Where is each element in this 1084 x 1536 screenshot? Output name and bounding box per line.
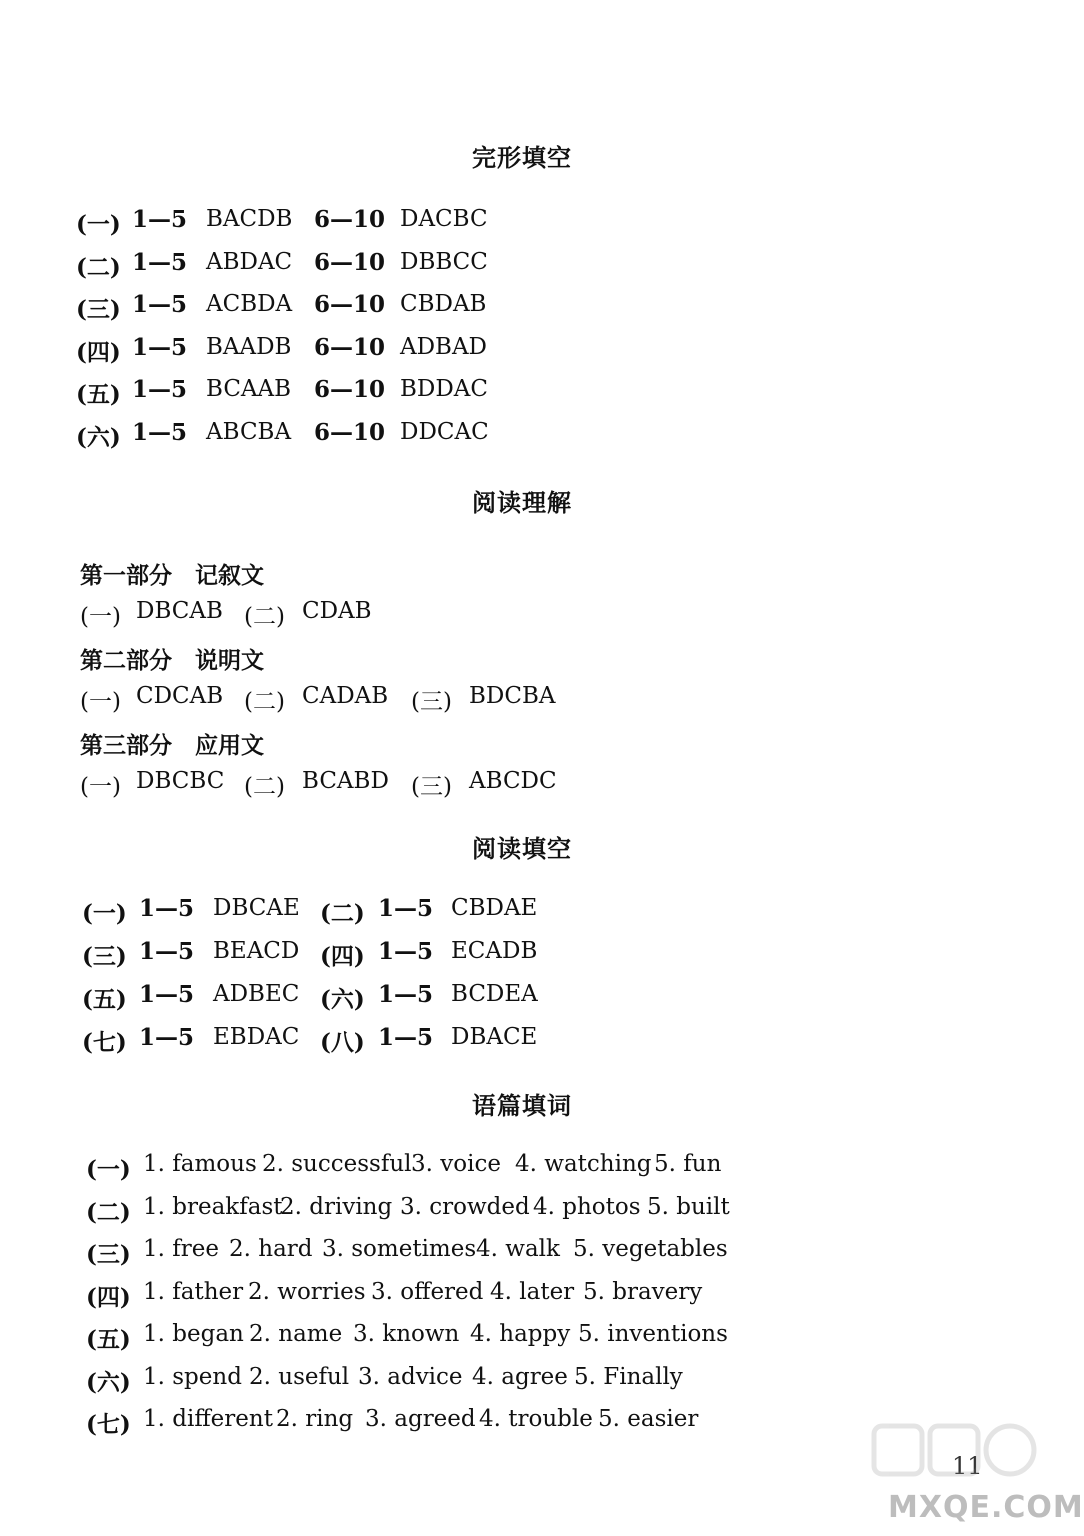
word-answer: 5. fun: [654, 1151, 722, 1177]
word-answer: 1. famous: [143, 1151, 257, 1177]
question-range: 1—5: [378, 981, 434, 1008]
row-label: (三): [82, 943, 127, 970]
question-range: 1—5: [378, 895, 434, 922]
answer-set: BACDB: [206, 206, 293, 232]
word-answer: 3. agreed: [365, 1406, 476, 1432]
row-label: (五): [76, 381, 121, 408]
word-answer: 2. ring: [276, 1406, 354, 1432]
watermark-text: MXQE.COM: [888, 1490, 1084, 1525]
word-answer: 4. walk: [476, 1236, 560, 1262]
question-range: 6—10: [314, 291, 386, 318]
word-answer: 1. began: [143, 1321, 244, 1347]
word-answer: 5. bravery: [583, 1278, 703, 1305]
answer-set: DBBCC: [400, 248, 488, 275]
row-label: (三): [76, 296, 121, 323]
word-answer: 5. Finally: [574, 1363, 683, 1390]
word-answer: 3. known: [353, 1321, 460, 1347]
question-range: 6—10: [314, 248, 386, 276]
answer-set: EBDAC: [213, 1024, 300, 1050]
item-label: (二): [244, 689, 285, 715]
word-answer: 1. different: [143, 1406, 273, 1432]
row-label: (四): [320, 943, 365, 970]
answer-set: CBDAE: [451, 895, 538, 921]
word-answer: 1. free: [143, 1236, 219, 1262]
row-label: (六): [86, 1368, 131, 1396]
row-label: (六): [320, 986, 365, 1013]
item-answer: ABCDC: [469, 768, 557, 794]
item-answer: CDCAB: [136, 683, 224, 709]
question-range: 1—5: [139, 895, 195, 922]
row-label: (一): [86, 1156, 131, 1183]
answer-set: BAADB: [206, 333, 292, 360]
item-label: (三): [411, 689, 452, 715]
word-answer: 2. successful: [262, 1151, 412, 1177]
word-answer: 4. photos: [533, 1193, 641, 1220]
question-range: 1—5: [139, 981, 195, 1008]
word-answer: 3. crowded: [400, 1193, 530, 1220]
word-answer: 2. worries: [248, 1278, 366, 1305]
row-label: (二): [76, 253, 121, 281]
item-label: (一): [80, 774, 121, 800]
question-range: 1—5: [132, 333, 188, 361]
question-range: 6—10: [314, 333, 386, 361]
word-answer: 2. driving: [280, 1193, 393, 1220]
page-number: 11: [952, 1452, 983, 1480]
word-answer: 5. inventions: [578, 1321, 728, 1347]
question-range: 6—10: [314, 376, 386, 403]
row-label: (二): [320, 900, 365, 927]
item-label: (一): [80, 604, 121, 630]
item-label: (二): [244, 774, 285, 800]
word-answer: 1. father: [143, 1278, 244, 1305]
row-label: (四): [86, 1283, 131, 1311]
word-answer: 3. offered: [371, 1278, 484, 1305]
answer-set: ABDAC: [206, 248, 293, 275]
question-range: 1—5: [132, 291, 188, 318]
answer-set: ABCBA: [206, 418, 292, 445]
row-label: (三): [86, 1241, 131, 1268]
word-answer: 4. watching: [515, 1151, 652, 1177]
word-answer: 2. useful: [249, 1363, 350, 1390]
word-answer: 3. advice: [358, 1363, 463, 1390]
row-label: (八): [320, 1029, 365, 1056]
question-range: 6—10: [314, 418, 386, 446]
answer-set: DBCAE: [213, 895, 300, 921]
question-range: 1—5: [378, 1024, 434, 1051]
row-label: (一): [76, 211, 121, 238]
question-range: 1—5: [132, 248, 188, 276]
row-label: (七): [86, 1411, 131, 1438]
reading-part-heading: 第二部分 说明文: [80, 647, 264, 674]
question-range: 1—5: [132, 418, 188, 446]
word-answer: 5. easier: [598, 1406, 699, 1432]
question-range: 1—5: [378, 938, 434, 965]
word-answer: 5. vegetables: [573, 1236, 728, 1262]
answer-set: ECADB: [451, 938, 538, 964]
item-label: (二): [244, 604, 285, 630]
item-answer: CADAB: [302, 683, 389, 709]
answer-set: ACBDA: [206, 291, 293, 317]
answer-set: DBACE: [451, 1024, 538, 1050]
question-range: 1—5: [132, 206, 188, 233]
answer-set: BCAAB: [206, 376, 292, 402]
word-answer: 4. agree: [472, 1363, 568, 1390]
word-answer: 1. breakfast: [143, 1193, 283, 1220]
item-label: (三): [411, 774, 452, 800]
item-answer: BDCBA: [469, 683, 556, 709]
word-answer: 4. trouble: [479, 1406, 593, 1432]
answer-set: BCDEA: [451, 981, 538, 1007]
item-label: (一): [80, 689, 121, 715]
row-label: (一): [82, 900, 127, 927]
item-answer: DBCBC: [136, 768, 225, 794]
row-label: (七): [82, 1029, 127, 1056]
row-label: (六): [76, 423, 121, 451]
item-answer: BCABD: [302, 768, 389, 794]
reading-part-heading: 第三部分 应用文: [80, 732, 264, 759]
word-answer: 5. built: [647, 1193, 730, 1220]
row-label: (五): [82, 986, 127, 1013]
answer-set: DDCAC: [400, 418, 489, 445]
question-range: 1—5: [132, 376, 188, 403]
answer-set: DACBC: [400, 206, 488, 232]
item-answer: DBCAB: [136, 598, 223, 624]
word-answer: 2. hard: [229, 1236, 313, 1262]
word-answer: 3. voice: [411, 1151, 501, 1177]
row-label: (二): [86, 1198, 131, 1226]
section-title-reading: 阅读理解: [472, 488, 572, 517]
reading-part-heading: 第一部分 记叙文: [80, 562, 264, 589]
word-answer: 2. name: [249, 1321, 343, 1347]
answer-set: ADBEC: [213, 981, 300, 1007]
word-answer: 4. later: [490, 1278, 575, 1305]
word-answer: 1. spend: [143, 1363, 242, 1390]
section-title-words: 语篇填词: [472, 1091, 572, 1120]
word-answer: 3. sometimes: [322, 1236, 477, 1262]
answer-set: CBDAB: [400, 291, 487, 317]
section-title-fill: 阅读填空: [472, 834, 572, 863]
item-answer: CDAB: [302, 598, 372, 624]
answer-set: BDDAC: [400, 376, 488, 402]
question-range: 1—5: [139, 1024, 195, 1051]
question-range: 1—5: [139, 938, 195, 965]
row-label: (四): [76, 338, 121, 366]
section-title-cloze: 完形填空: [472, 143, 572, 172]
question-range: 6—10: [314, 206, 386, 233]
word-answer: 4. happy: [470, 1321, 571, 1347]
answer-set: ADBAD: [400, 333, 488, 360]
row-label: (五): [86, 1326, 131, 1353]
answer-set: BEACD: [213, 938, 300, 964]
